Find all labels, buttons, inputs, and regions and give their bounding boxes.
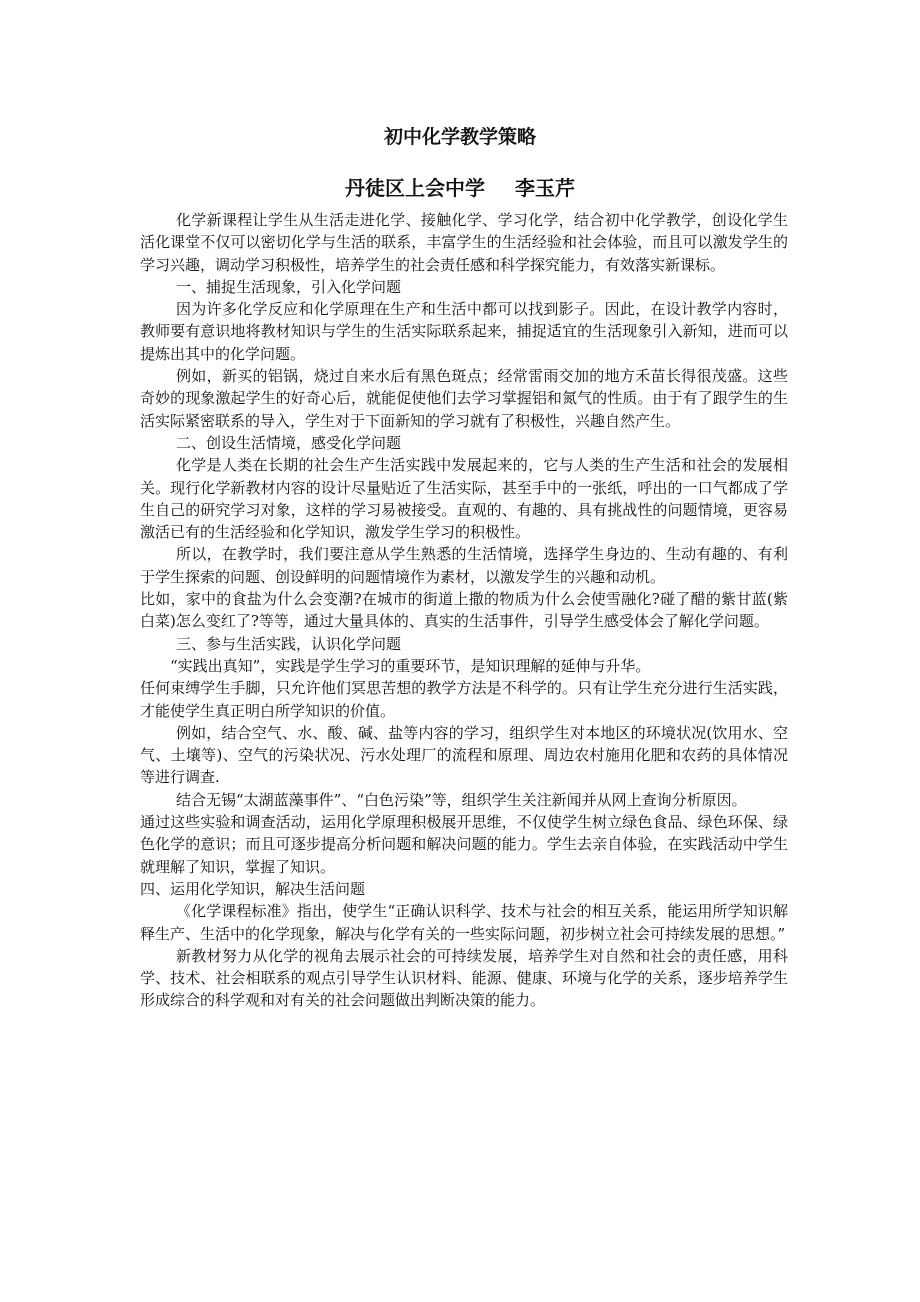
paragraph: 结合无锡“太湖蓝藻事件”、“白色污染”等，组织学生关注新闻并从网上查询分析原因。 [176,790,747,809]
section-heading: 一、捕捉生活现象，引入化学问题 [176,277,402,296]
paragraph: “实践出真知”，实践是学生学习的重要环节，是知识理解的延伸与升华。 [170,656,651,675]
paragraph: 通过这些实验和调查活动，运用化学原理积极展开思维，不仅使学生树立绿色食品、绿色环保、绿色化学的意识；而且可逐步提高分析问题和解决问题的能力。学生去亲自体验，在实践活动中学生就理解了知识，掌握了知识。 [140,813,788,876]
paragraph: 任何束缚学生手脚，只允许他们冥思苦想的教学方法是不科学的。只有让学生充分进行生活实践，才能使学生真正明白所学知识的价值。 [140,679,788,720]
document-body [140,209,788,1012]
section-heading: 三、参与生活实践，认识化学问题 [176,634,402,653]
paragraph: 比如，家中的食盐为什么会变潮?在城市的街道上撒的物质为什么会使雪融化?碰了醋的紫甘蓝(紫白菜)怎么变红了?等等，通过大量具体的、真实的生活事件，引导学生感受体会了解化学问题。 [140,590,788,631]
section-heading: 二、创设生活情境，感受化学问题 [176,433,402,452]
paragraph: 因为许多化学反应和化学原理在生产和生活中都可以找到影子。因此，在设计教学内容时，教师要有意识地将教材知识与学生的生活实际联系起来，捕捉适宜的生活现象引入新知，进而可以提炼出其中的化学问题。 [140,300,788,363]
author-name: 李玉芹 [515,176,575,200]
paragraph: 新教材努力从化学的视角去展示社会的可持续发展，培养学生对自然和社会的责任感，用科学、技术、社会相联系的观点引导学生认识材料、能源、健康、环境与化学的关系，逐步培养学生形成综合的科学观和对有关的社会问题做出判断决策的能力。 [140,946,788,1010]
section-heading: 四、运用化学知识，解决生活问题 [140,879,366,898]
school-name: 丹徒区上会中学 [345,176,485,200]
paragraph: 化学新课程让学生从生活走进化学、接触化学、学习化学，结合初中化学教学，创设化学生活化课堂不仅可以密切化学与生活的联系，丰富学生的生活经验和社会体验，而且可以激发学生的学习兴趣，调动学习积极性，培养学生的社会责任感和科学探究能力，有效落实新课标。 [140,211,788,274]
document-title: 初中化学教学策略 [383,126,536,148]
paragraph: 例如，结合空气、水、酸、碱、盐等内容的学习，组织学生对本地区的环境状况(饮用水、空气、土壤等)、空气的污染状况、污水处理厂的流程和原理、周边农村施用化肥和农药的具体情况等进行调查. [140,723,788,787]
paragraph: 例如，新买的铝锅，烧过自来水后有黑色斑点；经常雷雨交加的地方禾苗长得很茂盛。这些奇妙的现象激起学生的好奇心后，就能促使他们去学习掌握铝和氮气的性质。由于有了跟学生的生活实际紧密联系的导入，学生对于下面新知的学习就有了积极性，兴趣自然产生。 [140,367,788,430]
author-line [0,172,920,201]
paragraph: 所以，在教学时，我们要注意从学生熟悉的生活情境，选择学生身边的、生动有趣的、有利于学生探索的问题、创设鲜明的问题情境作为素材，以激发学生的兴趣和动机。 [140,545,788,586]
paragraph: 《化学课程标准》指出，使学生“正确认识科学、技术与社会的相互关系，能运用所学知识解释生产、生活中的化学现象，解决与化学有关的一些实际问题，初步树立社会可持续发展的思想。” [140,902,788,943]
paragraph: 化学是人类在长期的社会生产生活实践中发展起来的，它与人类的生产生活和社会的发展相关。现行化学新教材内容的设计尽量贴近了生活实际，甚至手中的一张纸，呼出的一口气都成了学生自己的研究学习对象，这样的学习易被接受。直观的、有趣的、具有挑战性的问题情境，更容易激活已有的生活经验和化学知识，激发学生学习的积极性。 [140,456,788,542]
